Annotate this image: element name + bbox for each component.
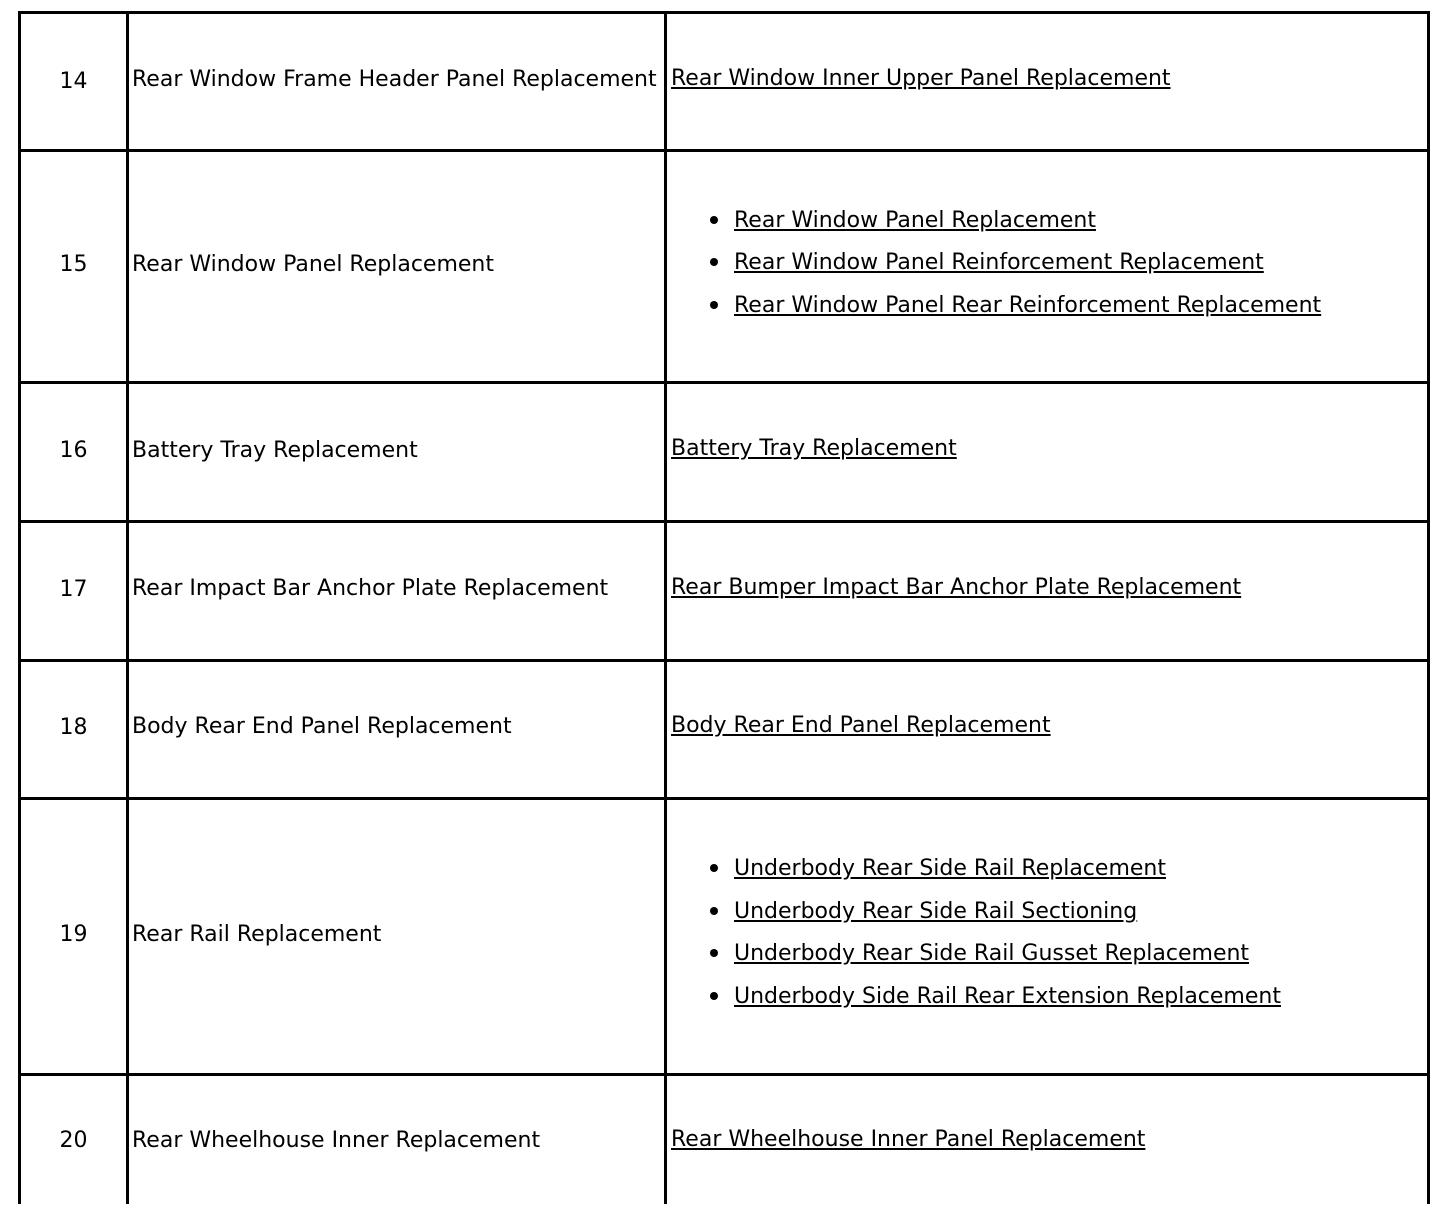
procedure-list <box>671 199 1321 327</box>
row-number: 18 <box>59 714 88 740</box>
row-number: 19 <box>59 922 88 947</box>
description-cell <box>132 14 662 145</box>
procedure-link[interactable]: Underbody Rear Side Rail Sectioning <box>734 898 1138 924</box>
row-number-cell <box>22 14 125 149</box>
row-number-cell <box>22 384 125 518</box>
row-number: 15 <box>59 252 88 277</box>
procedure-link[interactable]: Rear Window Inner Upper Panel Replacement <box>671 65 1171 91</box>
description-text: Rear Window Panel Replacement <box>132 252 494 277</box>
procedure-cell <box>671 1076 1426 1203</box>
row-number: 17 <box>59 576 88 602</box>
procedure-link[interactable]: Underbody Rear Side Rail Replacement <box>734 856 1166 882</box>
procedure-cell <box>671 800 1426 1066</box>
procedure-list-item <box>734 199 1321 242</box>
procedure-cell <box>671 384 1426 514</box>
description-cell <box>132 152 662 378</box>
description-cell <box>132 800 662 1070</box>
description-text: Rear Impact Bar Anchor Plate Replacement <box>132 575 609 601</box>
procedure-list <box>671 848 1281 1018</box>
procedure-list-item <box>734 976 1281 1019</box>
description-text: Battery Tray Replacement <box>132 438 418 463</box>
description-text: Rear Wheelhouse Inner Replacement <box>132 1128 541 1153</box>
procedure-cell <box>671 152 1426 374</box>
procedure-cell <box>671 523 1426 652</box>
row-number-cell <box>22 523 125 656</box>
description-text: Rear Window Frame Header Panel Replacement <box>132 66 657 92</box>
row-number: 20 <box>59 1128 88 1153</box>
procedure-cell <box>671 662 1426 789</box>
column-divider <box>18 11 21 1204</box>
procedure-link[interactable]: Underbody Side Rail Rear Extension Replacement <box>734 983 1281 1009</box>
column-divider <box>1427 11 1430 1204</box>
procedure-link[interactable]: Rear Window Panel Rear Reinforcement Replacement <box>734 292 1322 318</box>
column-divider <box>126 11 129 1204</box>
description-cell <box>132 523 662 654</box>
procedure-link[interactable]: Battery Tray Replacement <box>671 436 957 461</box>
procedure-list-item <box>734 891 1281 934</box>
description-text: Rear Rail Replacement <box>132 922 382 947</box>
column-divider <box>664 11 667 1204</box>
description-cell <box>132 662 662 792</box>
procedure-list-item <box>734 933 1281 976</box>
description-text: Body Rear End Panel Replacement <box>132 714 512 739</box>
row-number: 16 <box>59 438 88 463</box>
row-number-cell <box>22 662 125 793</box>
procedure-list-item <box>734 848 1281 891</box>
description-cell <box>132 1076 662 1206</box>
row-number-cell <box>22 152 125 378</box>
row-number-cell <box>22 1076 125 1206</box>
row-number: 14 <box>59 68 88 94</box>
description-cell <box>132 384 662 518</box>
row-number-cell <box>22 800 125 1070</box>
procedure-link[interactable]: Body Rear End Panel Replacement <box>671 712 1051 738</box>
procedure-link[interactable]: Rear Window Panel Replacement <box>734 207 1096 233</box>
procedure-list-item <box>734 284 1321 327</box>
procedure-link[interactable]: Rear Window Panel Reinforcement Replacement <box>734 250 1264 275</box>
procedure-list-item <box>734 242 1321 285</box>
procedure-link[interactable]: Rear Bumper Impact Bar Anchor Plate Replacement <box>671 574 1242 600</box>
procedure-cell <box>671 14 1426 143</box>
procedure-link[interactable]: Underbody Rear Side Rail Gusset Replacement <box>734 941 1250 967</box>
procedure-link[interactable]: Rear Wheelhouse Inner Panel Replacement <box>671 1126 1146 1152</box>
